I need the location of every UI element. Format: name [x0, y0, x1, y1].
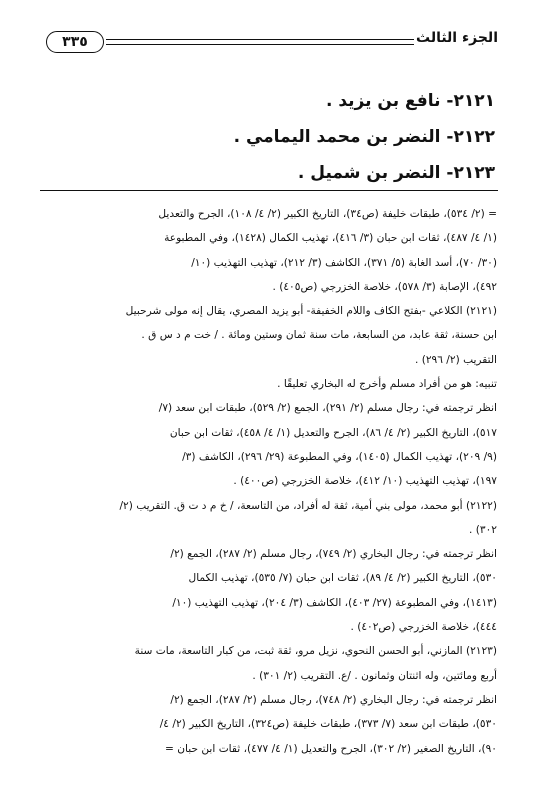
footnote-line: = (٢/ ٥٣٤)، طبقات خليفة (ص٣٤)، التاريخ الكبير (٢/ ٤/ ١٠٨)، الجرح والتعديل [158, 208, 497, 220]
entry-item: ٢١٢٢- النضر بن محمد اليمامي . [233, 127, 495, 147]
footnote-line: (١٤١٣)، وفي المطبوعة (٢٧/ ٤٠٣)، الكاشف (٣/ ٢٠٤)، تهذيب التهذيب (١٠/ [172, 596, 497, 609]
footnote-line: التقريب (٢/ ٢٩٦) . [414, 353, 497, 366]
footnotes [37, 202, 497, 761]
page-number: ٣٣٥ [46, 31, 104, 53]
footnote-line: انظر ترجمته في: رجال مسلم (٢/ ٢٩١)، الجمع (٢/ ٥٢٩)، طبقات ابن سعد (٧/ [158, 402, 497, 415]
footnote-divider [40, 190, 498, 191]
volume-title: الجزء الثالث [416, 30, 498, 46]
header-rule [106, 39, 414, 40]
footnote-line: (٢١٢٢) أبو محمد، مولى بني أمية، ثقة له أفراد، من التاسعة، / خ م د ت ق. التقريب (٢/ [119, 499, 497, 512]
footnote-line: (١/ ٤/ ٤٨٧)، ثقات ابن حبان (٣/ ٤١٦)، تهذيب الكمال (١٤٢٨)، وفي المطبوعة [164, 232, 497, 245]
footnote-line: تنبيه: هو من أفراد مسلم وأخرج له البخاري تعليقًا . [277, 378, 497, 391]
footnote-line: انظر ترجمته في: رجال البخاري (٢/ ٧٤٨)، رجال مسلم (٢/ ٢٨٧)، الجمع (٢/ [170, 693, 497, 706]
footnote-line: (٩/ ٢٠٩)، تهذيب الكمال (١٤٠٥)، وفي المطبوعة (٢٩/ ٢٩٦)، الكاشف (٣/ [182, 450, 497, 463]
footnote-line: ٣٠٢) . [469, 523, 497, 536]
footnote-line: (٣٠/ ٧٠)، أسد الغابة (٥/ ٣٧١)، الكاشف (٣/ ٢١٢)، تهذيب التهذيب (١٠/ [191, 256, 497, 269]
footnote-line: ٥٣٠)، طبقات ابن سعد (٧/ ٣٧٣)، طبقات خليفة (ص٣٢٤)، التاريخ الكبير (٢/ ٤/ [159, 718, 497, 731]
footnote-line: ٤٤٤)، خلاصة الخزرجي (ص٤٠٢) . [350, 621, 497, 634]
footnote-line: ٥١٧)، التاريخ الكبير (٢/ ٤/ ٨٦)، الجرح والتعديل (١/ ٤/ ٤٥٨)، ثقات ابن حبان [169, 426, 497, 439]
header-rule-thin [106, 44, 414, 45]
footnote-line: ١٩٧)، تهذيب التهذيب (١٠/ ٤١٢)، خلاصة الخزرجي (ص٤٠٠) . [233, 475, 497, 488]
entry-list [55, 86, 495, 194]
footnote-line: انظر ترجمته في: رجال البخاري (٢/ ٧٤٩)، رجال مسلم (٢/ ٢٨٧)، الجمع (٢/ [170, 548, 497, 561]
footnote-line: ابن حسنة، ثقة عابد، من السابعة، مات سنة ثمان وستين ومائة . / خت م د س ق . [141, 329, 497, 342]
footnote-line: (٢١٢٣) المازني، أبو الحسن النحوي، نزيل مرو، ثقة ثبت، من كبار التاسعة، مات سنة [134, 645, 497, 658]
entry-item: ٢١٢٣- النضر بن شميل . [297, 163, 495, 183]
footnote-line: ٩٠)، التاريخ الصغير (٢/ ٣٠٢)، الجرح والتعديل (١/ ٤/ ٤٧٧)، ثقات ابن حبان = [165, 742, 497, 755]
footnote-line: (٢١٢١) الكلاعي -بفتح الكاف واللام الخفيفة- أبو يزيد المصري، يقال إنه مولى شرحبيل [125, 305, 497, 318]
footnote-line: ٤٩٢)، الإصابة (٣/ ٥٧٨)، خلاصة الخزرجي (ص٤٠٥) . [272, 280, 497, 293]
page-header [40, 30, 498, 66]
entry-item: ٢١٢١- نافع بن يزيد . [325, 91, 495, 111]
footnote-line: أربع ومائتين، وله اثنتان وثمانون . /ع. التقريب (٢/ ٣٠١) . [252, 669, 497, 682]
footnote-line: ٥٣٠)، التاريخ الكبير (٢/ ٤/ ٨٩)، ثقات ابن حبان (٧/ ٥٣٥)، تهذيب الكمال [188, 572, 497, 585]
